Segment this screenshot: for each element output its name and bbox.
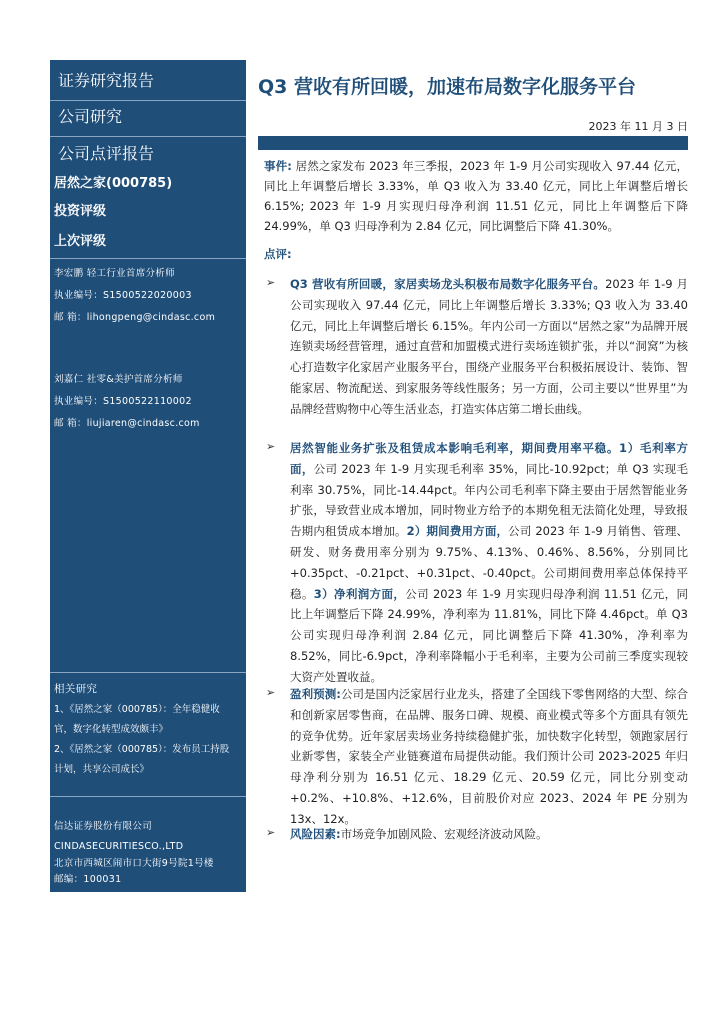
point-3-heading: 盈利预测: (290, 687, 341, 701)
analyst-1-email[interactable]: 邮 箱：lihongpeng@cindasc.com (54, 312, 216, 323)
event-label: 事件: (264, 159, 292, 173)
point-2 (290, 438, 688, 688)
related-item[interactable]: 2、《居然之家（000785）：发布员工持股计划，共享公司成长》 (54, 744, 230, 775)
footer-company: 信达证券股份有限公司 (54, 821, 153, 832)
related-item[interactable]: 1、《居然之家（000785）：全年稳健收官，数字化转型成效颇丰》 (54, 704, 220, 735)
footer-address: 北京市西城区闹市口大街9号院1号楼 (54, 858, 214, 869)
footer-company-en: CINDASECURITIESCO.,LTD (54, 841, 184, 852)
point-2-sub1-text: 公司 2023 年 1-9 月实现毛利率 35%，同比-10.92pct；单 Q3 实现毛利率 30.75%，同比-14.44pct。年内公司毛利率下降主要由于居然智能业务扩张，导致营业成本增加，同时物业方给予的本期免租无法简化处理，导致报告期内租赁成本增加。 (290, 461, 688, 539)
sidebar (50, 60, 246, 892)
company-name: 居然之家(000785) (54, 176, 173, 191)
sidebar-divider (50, 100, 246, 101)
comment-label: 点评: (264, 247, 292, 261)
sidebar-divider (50, 136, 246, 137)
event-paragraph (264, 156, 688, 236)
category: 公司研究 (58, 107, 123, 126)
point-2-heading: 居然智能业务扩张及租赁成本影响毛利率，期间费用率平稳。 (290, 441, 620, 455)
point-2-sub3-label: 3）净利润方面， (313, 586, 406, 601)
subcategory: 公司点评报告 (58, 144, 155, 163)
point-4-heading: 风险因素: (290, 827, 341, 841)
bullet-icon: ➢ (266, 440, 276, 453)
rating-label: 投资评级 (54, 204, 107, 219)
point-1-text: 2023 年 1-9 月公司实现收入 97.44 亿元，同比上年调整后增长 3.33%; Q3 收入为 33.40 亿元，同比上年调整后增长 6.15%。年内公司一方面以“居然之家”为品牌开展连锁卖场经营管理，通过直营和加盟模式进行卖场连锁扩张，并以“洞窝”为核心打造数字化家居产业服务平台，围绕产业服务平台积极拓展设计、装饰、智能家居、物流配送、到家服务等线性服务；另一方面，公司主要以“世界里”为品牌经营购物中心等生活业态，打造实体店第二增长曲线。 (290, 277, 688, 416)
point-3-text: 公司是国内泛家居行业龙头，搭建了全国线下零售网络的大型、综合和创新家居零售商，在品牌、服务口碑、规模、商业模式等多个方面具有领先的竞争优势。近年家居卖场业务持续稳健扩张，加快数字化转型，领跑家居行业新零售，家装全产业链赛道布局提供动能。我们预计公司 2023-2025 年归母净利分别为 16.51 亿元、18.29 亿元、20.59 亿元，同比分别变动+0.2%、+10.8%、+12.6%，目前股价对应 2023、2024 年 PE 分别为 13x、12x。 (290, 687, 688, 826)
bullet-icon: ➢ (266, 826, 276, 839)
point-4 (290, 824, 688, 845)
point-2-sub1-label: 1）毛利率方面， (290, 441, 688, 476)
point-2-sub3-text: 公司 2023 年 1-9 月实现归母净利润 11.51 亿元，同比上年调整后下降 24.99%，净利率为 11.81%，同比下降 4.46pct。单 Q3 公司实现归母净利润 2.84 亿元，同比调整后下降 41.30%，净利率为 8.52%，同比-6.9pct，净利率降幅小于毛利率，主要为公司前三季度实现较大资产处置收益。 (290, 586, 689, 684)
analyst-1-cert: 执业编号：S1500522020003 (54, 290, 192, 301)
analyst-2-name: 刘嘉仁 社零&美护首席分析师 (54, 374, 183, 385)
bullet-icon: ➢ (266, 276, 276, 289)
point-3 (290, 684, 688, 830)
footer-postcode: 邮编：100031 (54, 874, 122, 885)
point-2-sub2-label: 2）期间费用方面， (406, 524, 509, 539)
event-text: 居然之家发布 2023 年三季报，2023 年 1-9 月公司实现收入 97.44 亿元，同比上年调整后增长 3.33%，单 Q3 收入为 33.40 亿元，同比上年调整后增长 6.15%; 2023 年 1-9 月实现归母净利润 11.51 亿元，同比上年调整后下降 24.99%，单 Q3 归母净利为 2.84 亿元，同比调整后下降 41.30%。 (264, 159, 689, 233)
sidebar-divider (50, 672, 246, 673)
prev-rating-label: 上次评级 (54, 234, 107, 249)
related-title: 相关研究 (54, 683, 98, 695)
report-type: 证券研究报告 (58, 71, 155, 90)
point-1-heading: Q3 营收有所回暖，家居卖场龙头积极布局数字化服务平台。 (290, 277, 606, 291)
analyst-2-cert: 执业编号：S1500522110002 (54, 396, 192, 407)
page-title: Q3 营收有所回暖，加速布局数字化服务平台 (258, 76, 636, 98)
bullet-icon: ➢ (266, 686, 276, 699)
analyst-2-email[interactable]: 邮 箱：liujiaren@cindasc.com (54, 418, 200, 429)
report-date: 2023 年 11 月 3 日 (588, 120, 688, 133)
header-bar (258, 136, 688, 150)
analyst-1-name: 李宏鹏 轻工行业首席分析师 (54, 268, 175, 279)
point-4-text: 市场竞争加剧风险、宏观经济波动风险。 (340, 827, 548, 841)
point-2-sub2-text: 公司 2023 年 1-9 月销售、管理、研发、财务费用率分别为 9.75%、4.13%、0.46%、8.56%，分别同比+0.35pct、-0.21pct、+0.31pct、-0.40pct。公司期间费用率总体保持平稳。 (290, 524, 689, 601)
sidebar-divider (50, 258, 246, 259)
sidebar-divider (50, 796, 246, 797)
point-1 (290, 274, 688, 420)
